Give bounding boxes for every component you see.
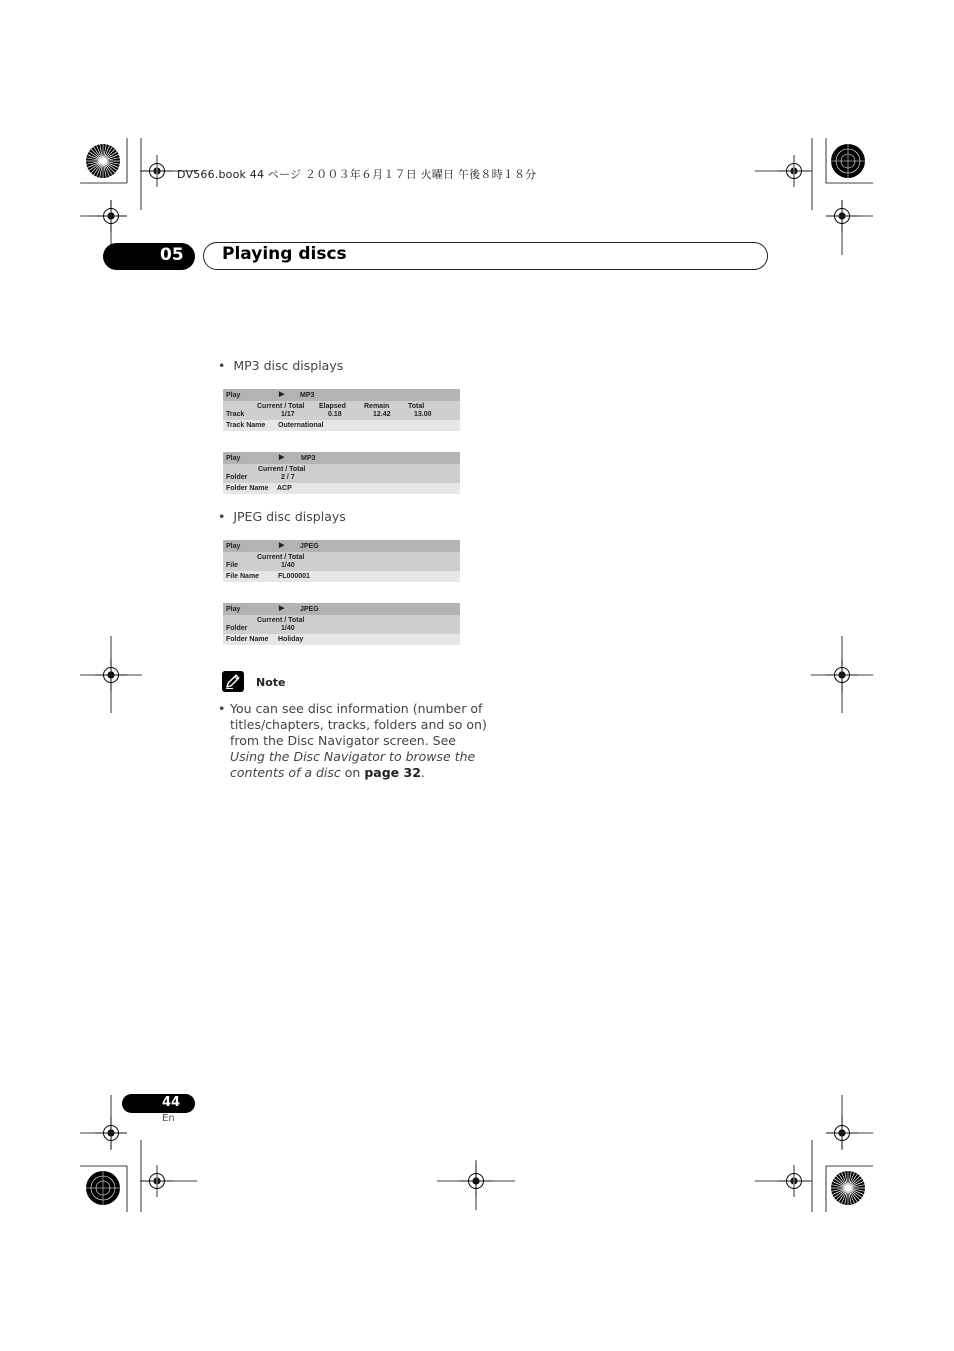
- value-elapsed: 0.18: [328, 411, 342, 418]
- display-name-row: [223, 420, 460, 431]
- name-value: Outernational: [278, 422, 324, 429]
- mode-label: JPEG: [300, 606, 319, 613]
- jpeg-displays-heading: • JPEG disc displays: [218, 509, 346, 524]
- display-header-row: [223, 540, 460, 552]
- play-icon: ▶: [279, 391, 285, 398]
- value-current-total: 1/40: [281, 625, 295, 632]
- display-name-row: [223, 571, 460, 582]
- name-label: Track Name: [226, 422, 266, 429]
- mp3-folder-display: [223, 452, 460, 494]
- display-header-row: [223, 389, 460, 401]
- name-value: FL000001: [278, 573, 310, 580]
- display-info-row: [223, 615, 460, 634]
- mode-label: MP3: [300, 392, 315, 399]
- jpeg-folder-display: [223, 603, 460, 645]
- note-text-on: on: [344, 765, 361, 780]
- page-number: 44: [162, 1095, 181, 1110]
- value-current-total: 1/40: [281, 562, 295, 569]
- name-value: Holiday: [278, 636, 304, 643]
- play-icon: ▶: [279, 542, 285, 549]
- display-info-row: [223, 401, 460, 420]
- book-file-stamp: DV566.book 44 ページ ２００３年６月１７日 火曜日 午後８時１８分: [177, 168, 537, 181]
- note-bullet: •: [218, 701, 226, 716]
- note-label: Note: [256, 676, 286, 689]
- col-current-total: Current / Total: [257, 554, 305, 561]
- page-number-pill: [122, 1094, 195, 1113]
- mp3-displays-heading-text: MP3 disc displays: [233, 358, 344, 373]
- play-label: Play: [226, 543, 241, 550]
- mode-label: MP3: [301, 455, 316, 462]
- play-icon: ▶: [279, 605, 285, 612]
- display-name-row: [223, 634, 460, 645]
- row-label-folder: Folder: [226, 474, 248, 481]
- name-label: Folder Name: [226, 636, 269, 643]
- note-page-ref: page 32: [364, 765, 421, 780]
- display-header-row: [223, 603, 460, 615]
- jpeg-displays-heading-text: JPEG disc displays: [233, 509, 346, 524]
- pencil-note-icon: [222, 671, 244, 692]
- page-language: En: [162, 1113, 175, 1124]
- play-label: Play: [226, 392, 241, 399]
- note-text-plain: You can see disc information (number of titles/chapters, tracks, folders and so on) from the Disc Navigator screen. See: [230, 701, 487, 748]
- mp3-track-display: [223, 389, 460, 431]
- value-total: 13.00: [414, 411, 432, 418]
- value-remain: 12.42: [373, 411, 391, 418]
- play-label: Play: [226, 606, 241, 613]
- display-header-row: [223, 452, 460, 464]
- value-current-total: 2 / 7: [281, 474, 295, 481]
- col-current-total: Current / Total: [258, 466, 306, 473]
- jpeg-file-display: [223, 540, 460, 582]
- row-label-track: Track: [226, 411, 245, 418]
- display-info-row: [223, 552, 460, 571]
- play-icon: ▶: [279, 454, 285, 461]
- note-text: [230, 701, 488, 781]
- note-text-end: .: [420, 765, 425, 780]
- col-total: Total: [408, 403, 425, 410]
- name-value: ACP: [277, 485, 292, 492]
- col-elapsed: Elapsed: [319, 403, 346, 410]
- display-info-row: [223, 464, 460, 483]
- mode-label: JPEG: [300, 543, 319, 550]
- col-remain: Remain: [364, 403, 390, 410]
- mp3-displays-heading: • MP3 disc displays: [218, 358, 344, 373]
- row-label-folder: Folder: [226, 625, 248, 632]
- col-current-total: Current / Total: [257, 403, 305, 410]
- name-label: File Name: [226, 573, 260, 580]
- chapter-number: 05: [160, 245, 184, 265]
- name-label: Folder Name: [226, 485, 269, 492]
- row-label-file: File: [226, 562, 239, 569]
- display-name-row: [223, 483, 460, 494]
- chapter-title: Playing discs: [222, 244, 347, 264]
- note-text-italic: Using the Disc Navigator to browse the contents of a disc: [230, 749, 476, 780]
- col-current-total: Current / Total: [257, 617, 305, 624]
- note-body: [218, 701, 488, 781]
- play-label: Play: [226, 455, 241, 462]
- value-current-total: 1/17: [281, 411, 295, 418]
